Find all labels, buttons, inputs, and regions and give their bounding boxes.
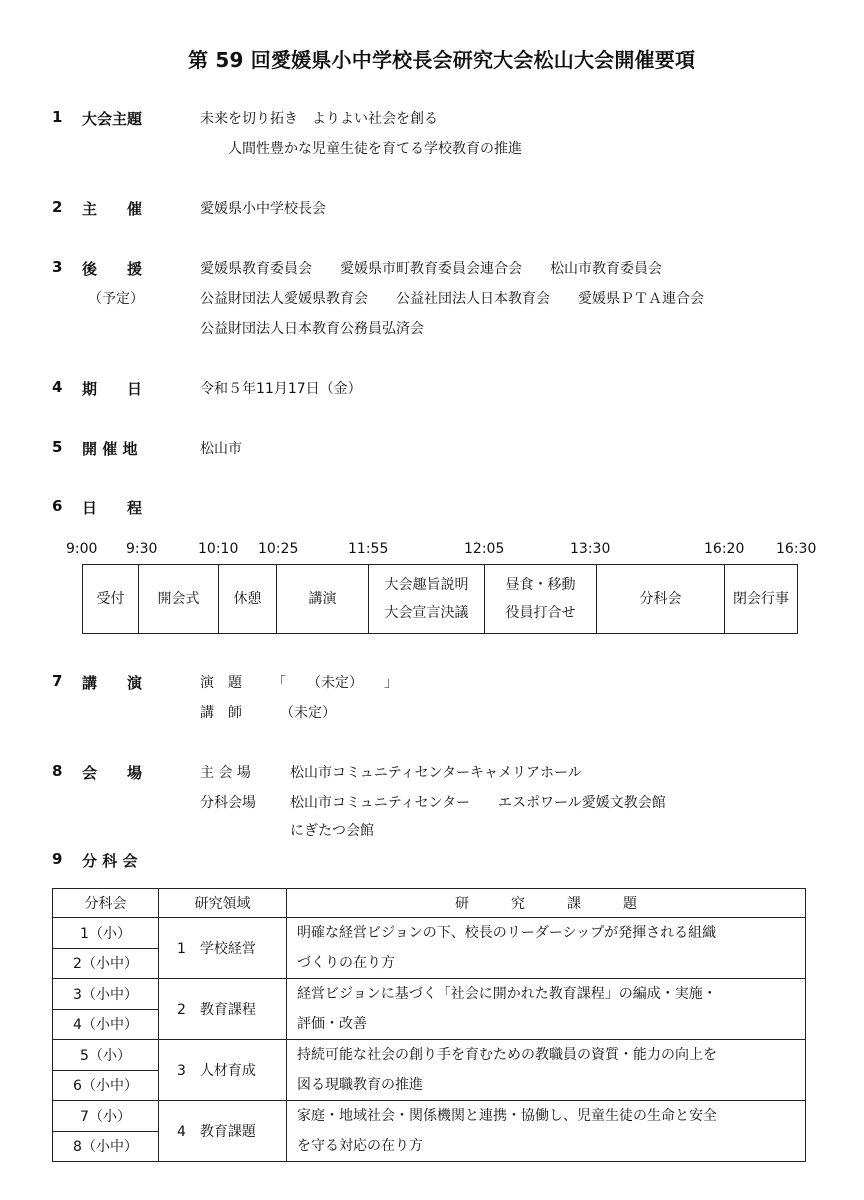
domain-cell: 1 学校経営 bbox=[159, 918, 287, 979]
section-9-number: 9 bbox=[52, 850, 63, 868]
lecture-topic-key: 演 題 bbox=[200, 675, 242, 691]
schedule-time: 10:25 bbox=[258, 541, 299, 557]
section-5-number: 5 bbox=[52, 438, 63, 456]
domain-cell: 2 教育課程 bbox=[159, 979, 287, 1040]
domain-cell: 3 人材育成 bbox=[159, 1040, 287, 1101]
domain-cell: 4 教育課題 bbox=[159, 1101, 287, 1162]
schedule-block-opening: 開会式 bbox=[139, 565, 219, 633]
section-3-line-1: 愛媛県教育委員会 愛媛県市町教育委員会連合会 松山市教育委員会 bbox=[200, 261, 662, 277]
session-cell: 1（小） bbox=[53, 918, 159, 949]
section-1-label: 大会主題 bbox=[82, 110, 143, 128]
section-2-number: 2 bbox=[52, 198, 63, 216]
schedule-time: 16:30 bbox=[776, 541, 817, 557]
section-6-number: 6 bbox=[52, 497, 63, 515]
lecture-speaker-value: （未定） bbox=[280, 705, 336, 721]
section-7-number: 7 bbox=[52, 672, 63, 690]
table-row bbox=[53, 1101, 806, 1132]
section-9-label: 分 科 会 bbox=[82, 852, 138, 870]
table-header: 分科会 bbox=[53, 889, 159, 918]
section-7-label: 講 演 bbox=[82, 674, 143, 692]
schedule-block-break: 休憩 bbox=[219, 565, 277, 633]
schedule-block-reception: 受付 bbox=[83, 565, 139, 633]
topic-cell: 家庭・地域社会・関係機関と連携・協働し、児童生徒の生命と安全 を守る対応の在り方 bbox=[287, 1101, 806, 1162]
table-header: 研究領域 bbox=[159, 889, 287, 918]
schedule-time: 12:05 bbox=[464, 541, 505, 557]
lecture-speaker-key: 講 師 bbox=[200, 705, 242, 721]
schedule-time: 11:55 bbox=[348, 541, 389, 557]
venue-sub-key: 分科会場 bbox=[200, 795, 256, 811]
session-cell: 8（小中） bbox=[53, 1131, 159, 1162]
topic-cell: 経営ビジョンに基づく「社会に開かれた教育課程」の編成・実施・ 評価・改善 bbox=[287, 979, 806, 1040]
section-1-line-2: 人間性豊かな児童生徒を育てる学校教育の推進 bbox=[228, 141, 522, 157]
bunkakai-table bbox=[52, 888, 806, 1162]
session-cell: 3（小中） bbox=[53, 979, 159, 1010]
section-6-label: 日 程 bbox=[82, 499, 143, 517]
section-3-number: 3 bbox=[52, 258, 63, 276]
venue-main-key: 主 会 場 bbox=[200, 765, 251, 781]
venue-sub-value-2: にぎたつ会館 bbox=[290, 823, 374, 839]
topic-cell: 持続可能な社会の創り手を育むための教職員の資質・能力の向上を 図る現職教育の推進 bbox=[287, 1040, 806, 1101]
section-3-line-3: 公益財団法人日本教育公務員弘済会 bbox=[200, 321, 424, 337]
section-4-line-1: 令和５年11月17日（金） bbox=[200, 381, 362, 397]
page-title: 第 59 回愛媛県小中学校長会研究大会松山大会開催要項 bbox=[188, 48, 696, 72]
schedule-block-lunch: 昼食・移動 役員打合せ bbox=[485, 565, 597, 633]
session-cell: 4（小中） bbox=[53, 1009, 159, 1040]
section-3-line-2: 公益財団法人愛媛県教育会 公益社団法人日本教育会 愛媛県ＰＴＡ連合会 bbox=[200, 291, 704, 307]
venue-sub-value: 松山市コミュニティセンター エスポワール愛媛文教会館 bbox=[290, 795, 666, 811]
schedule-block-closing: 閉会行事 bbox=[733, 591, 789, 607]
schedule-block-sessions: 分科会 bbox=[597, 565, 725, 633]
session-cell: 5（小） bbox=[53, 1040, 159, 1071]
section-4-label: 期 日 bbox=[82, 380, 143, 398]
session-cell: 7（小） bbox=[53, 1101, 159, 1132]
schedule-time: 10:10 bbox=[198, 541, 239, 557]
section-1-number: 1 bbox=[52, 108, 63, 126]
section-8-label: 会 場 bbox=[82, 764, 143, 782]
schedule-time: 16:20 bbox=[704, 541, 745, 557]
table-row bbox=[53, 979, 806, 1010]
table-row bbox=[53, 1040, 806, 1071]
venue-main-value: 松山市コミュニティセンターキャメリアホール bbox=[290, 765, 582, 781]
table-header-row bbox=[53, 889, 806, 918]
table-row bbox=[53, 918, 806, 949]
schedule-time: 9:30 bbox=[126, 541, 158, 557]
section-3-label: 後 援 bbox=[82, 260, 143, 278]
section-4-number: 4 bbox=[52, 378, 63, 396]
topic-cell: 明確な経営ビジョンの下、校長のリーダーシップが発揮される組織 づくりの在り方 bbox=[287, 918, 806, 979]
schedule-time: 13:30 bbox=[570, 541, 611, 557]
schedule-bar bbox=[82, 564, 798, 634]
section-5-label: 開 催 地 bbox=[82, 440, 138, 458]
table-header: 研 究 課 題 bbox=[287, 889, 806, 918]
section-2-line-1: 愛媛県小中学校長会 bbox=[200, 201, 326, 217]
section-2-label: 主 催 bbox=[82, 200, 143, 218]
schedule-block-declaration: 大会趣旨説明 大会宣言決議 bbox=[369, 565, 485, 633]
session-cell: 2（小中） bbox=[53, 948, 159, 979]
lecture-topic-value: 「 （未定） 」 bbox=[272, 675, 398, 691]
section-1-line-1: 未来を切り拓き よりよい社会を創る bbox=[200, 111, 438, 127]
schedule-time: 9:00 bbox=[66, 541, 98, 557]
section-5-line-1: 松山市 bbox=[200, 441, 242, 457]
session-cell: 6（小中） bbox=[53, 1070, 159, 1101]
section-8-number: 8 bbox=[52, 762, 63, 780]
schedule-block-lecture: 講演 bbox=[277, 565, 369, 633]
section-3-note: （予定） bbox=[88, 291, 144, 307]
